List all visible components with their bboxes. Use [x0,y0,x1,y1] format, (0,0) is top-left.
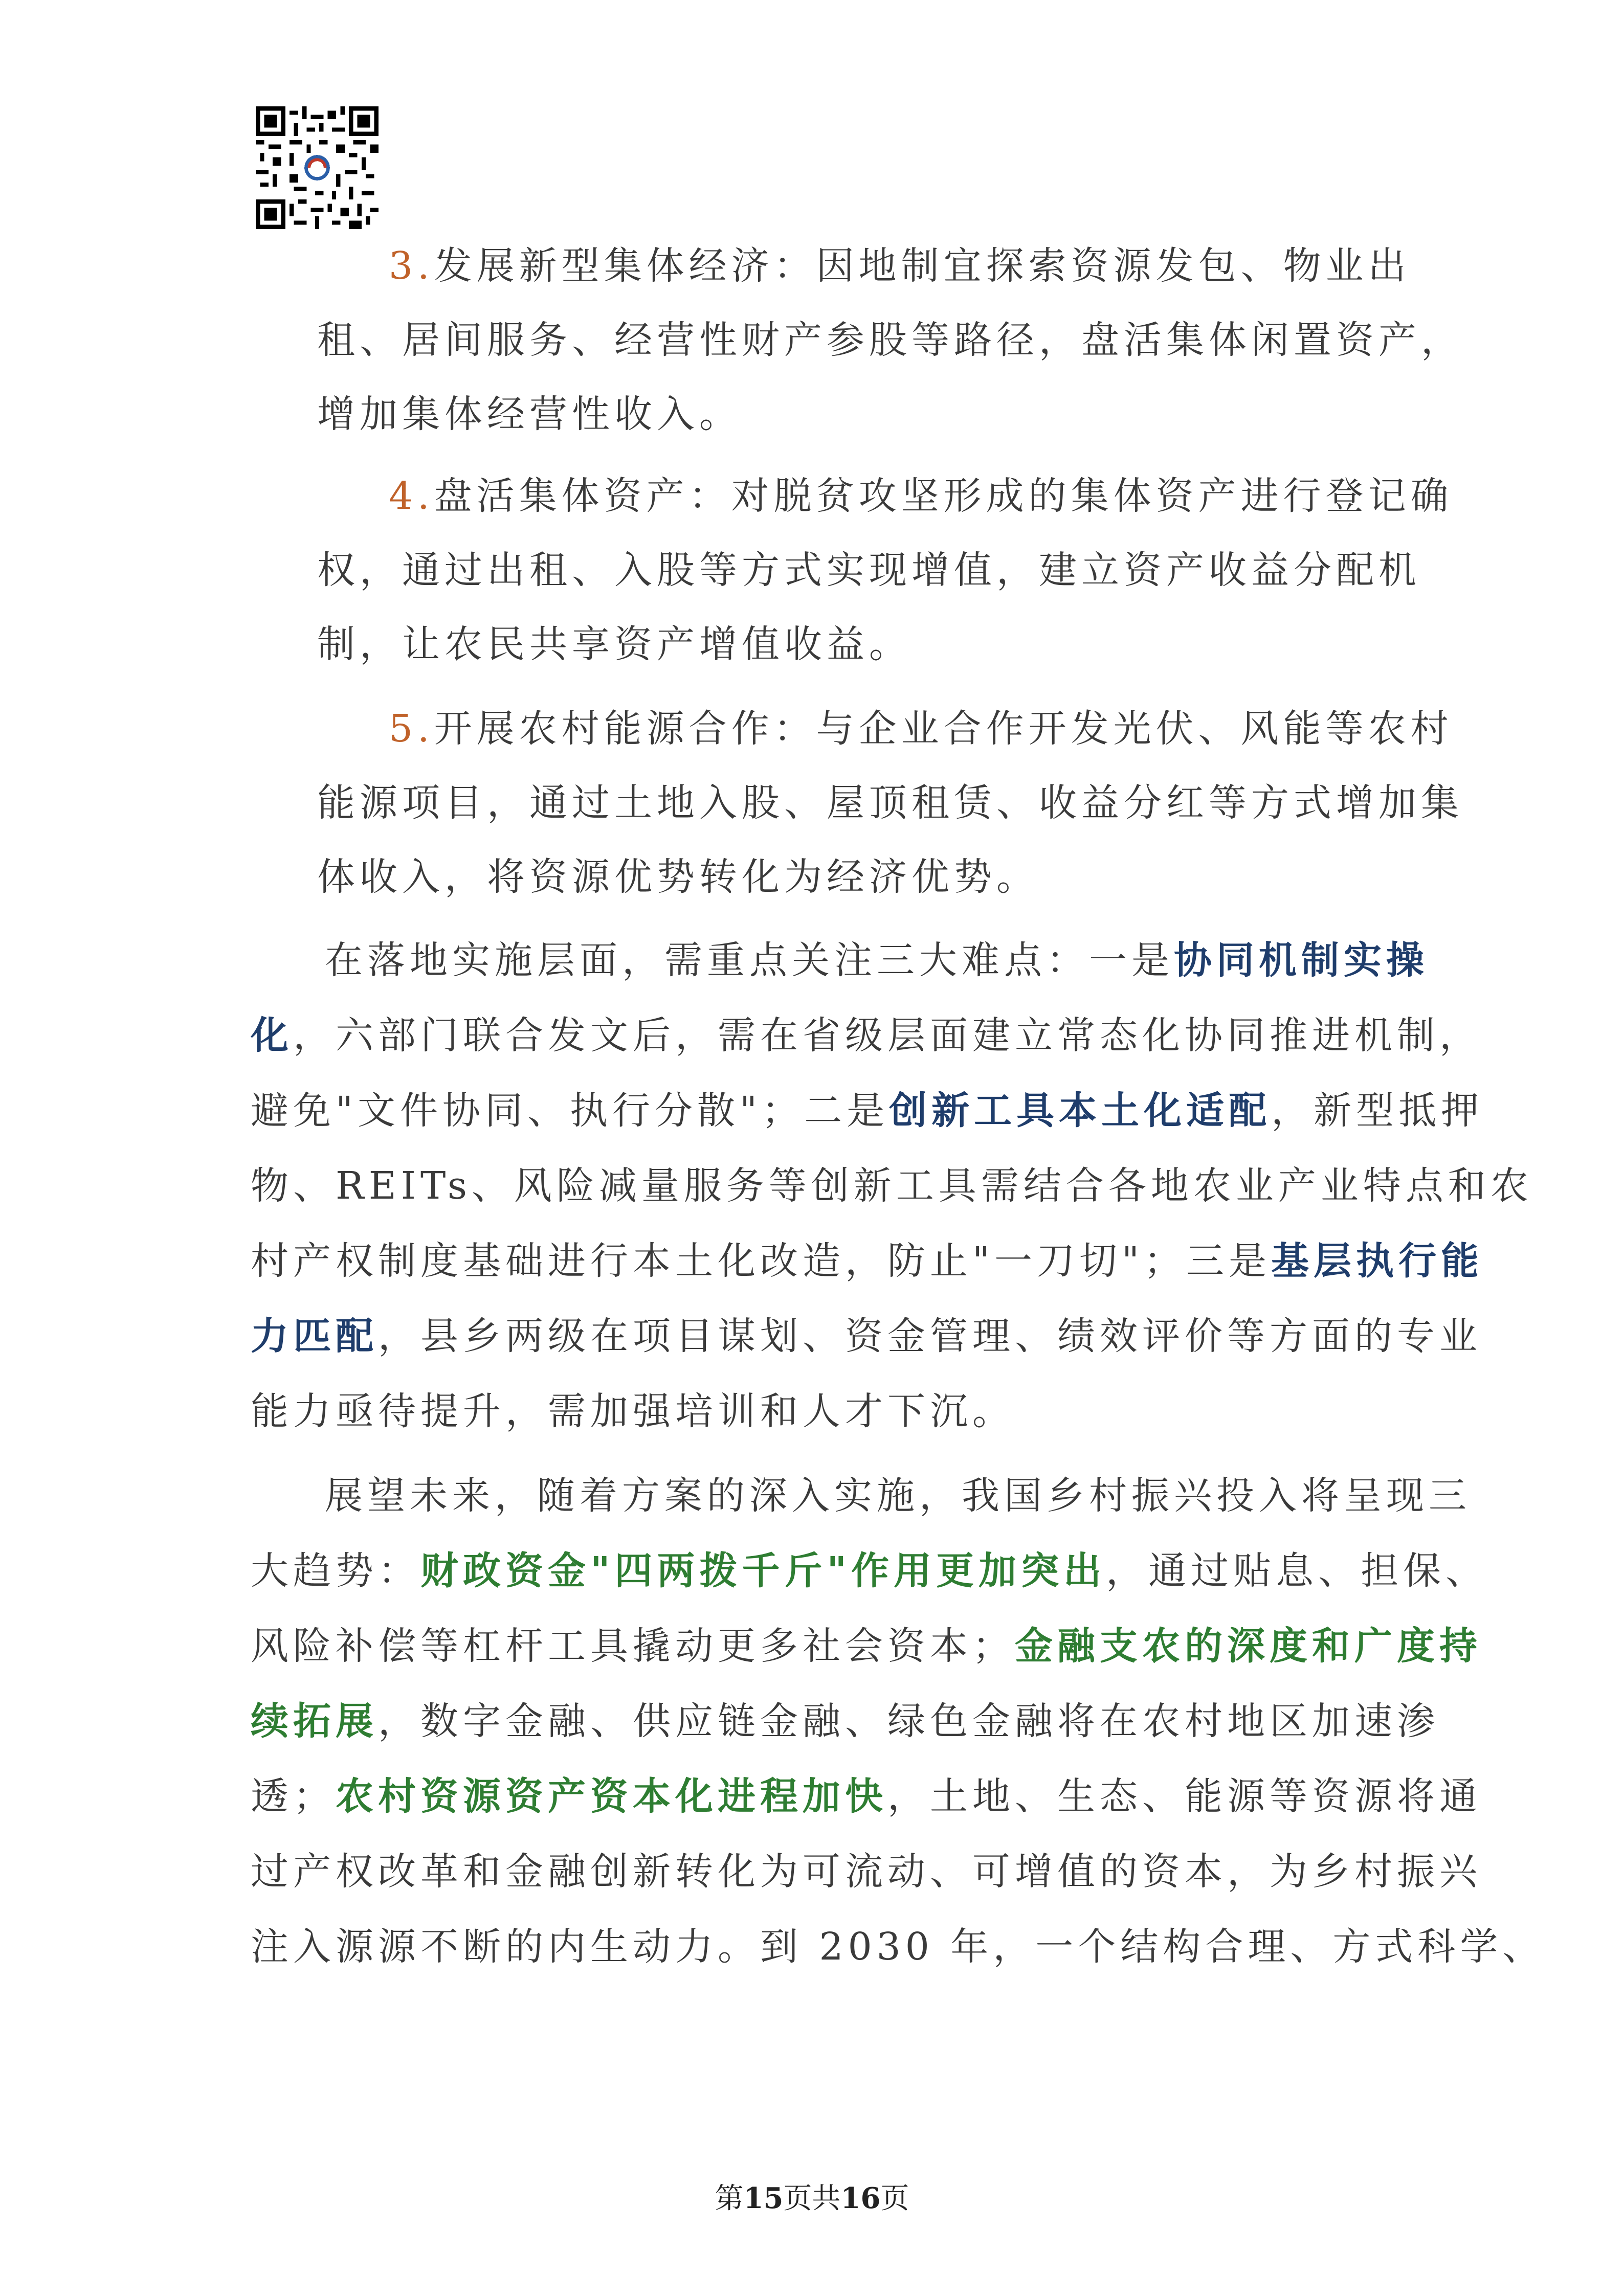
item-4-line-2: 权，通过出租、入股等方式实现增值，建立资产收益分配机 [317,548,1421,592]
item-5-number: 5. [389,707,434,751]
total-pages: 16 [840,2181,881,2215]
highlight-finance-end: 续拓展 [251,1699,378,1743]
para2-line-6: 过产权改革和金融创新转化为可流动、可增值的资本，为乡村振兴 [251,1850,1482,1894]
para2-text: ，通过贴息、担保、 [1106,1549,1488,1593]
qr-code [256,106,379,229]
qr-code-icon [256,106,379,229]
item-4-text-1: 对脱贫攻坚形成的集体资产进行登记确 [731,474,1453,518]
item-4-title: 盘活集体资产： [434,474,731,518]
para2-line-4 [251,1696,1439,1747]
para2-text: ，数字金融、供应链金融、绿色金融将在农村地区加速渗 [378,1699,1439,1743]
para1-line-6 [251,1311,1482,1362]
highlight-fiscal: 财政资金"四两拨千斤"作用更加突出 [420,1549,1106,1593]
para2-text: 风险补偿等杠杆工具撬动更多社会资本； [251,1624,1015,1668]
para1-text: ，县乡两级在项目谋划、资金管理、绩效评价等方面的专业 [378,1314,1482,1358]
highlight-capitalization: 农村资源资产资本化进程加快 [336,1774,887,1818]
item-5-line-3: 体收入，将资源优势转化为经济优势。 [317,855,1039,899]
item-4-line-1 [389,470,1453,522]
item-5-text-1: 与企业合作开发光伏、风能等农村 [816,707,1453,751]
footer-prefix: 第 [715,2182,744,2215]
item-4-number: 4. [389,474,434,518]
para1-line-1 [325,935,1429,986]
footer-middle: 页共 [783,2182,841,2215]
highlight-coordination-end: 化 [251,1014,293,1057]
item-5-line-2: 能源项目，通过土地入股、屋顶租赁、收益分红等方式增加集 [317,781,1463,825]
para2-text: 透； [251,1774,336,1818]
item-4-line-3: 制，让农民共享资产增值收益。 [317,622,911,666]
highlight-finance: 金融支农的深度和广度持 [1015,1624,1482,1668]
para2-line-7: 注入源源不断的内生动力。到 2030 年，一个结构合理、方式科学、 [251,1925,1545,1969]
item-3-line-1 [389,240,1411,291]
item-3-line-3: 增加集体经营性收入。 [317,392,742,436]
item-3-title: 发展新型集体经济： [434,244,816,288]
para1-line-7: 能力亟待提升，需加强培训和人才下沉。 [251,1389,1015,1433]
item-5-line-1 [389,703,1453,754]
para1-line-5 [251,1235,1483,1287]
highlight-capacity: 基层执行能 [1271,1239,1484,1283]
item-3-text-1: 因地制宜探索资源发包、物业出 [816,244,1411,288]
para1-line-2 [251,1010,1482,1061]
para2-text: ，土地、生态、能源等资源将通 [887,1774,1482,1818]
para1-line-3 [251,1085,1483,1136]
para2-line-3 [251,1620,1482,1672]
para1-text: ，六部门联合发文后，需在省级层面建立常态化协同推进机制， [293,1014,1482,1057]
page-number: 15 [743,2181,784,2215]
para2-text: 大趋势： [251,1549,420,1593]
para1-text: 村产权制度基础进行本土化改造，防止"一刀切"；三是 [251,1239,1272,1283]
highlight-capacity-end: 力匹配 [251,1314,378,1358]
para1-line-4: 物、REITs、风险减量服务等创新工具需结合各地农业产业特点和农 [251,1164,1533,1208]
highlight-coordination: 协同机制实操 [1174,938,1429,982]
highlight-localization: 创新工具本土化适配 [889,1089,1272,1133]
para2-line-2 [251,1545,1488,1596]
para2-line-5 [251,1771,1482,1822]
para1-text: 避免"文件协同、执行分散"；二是 [251,1089,889,1133]
footer-suffix: 页 [880,2182,909,2215]
page-footer [0,2176,1624,2217]
para1-text: ，新型抵押 [1271,1089,1484,1133]
item-3-number: 3. [389,244,434,288]
para1-text: 在落地实施层面，需重点关注三大难点：一是 [325,938,1174,982]
item-3-line-2: 租、居间服务、经营性财产参股等路径，盘活集体闲置资产， [317,318,1463,362]
item-5-title: 开展农村能源合作： [434,707,816,751]
para2-line-1: 展望未来，随着方案的深入实施，我国乡村振兴投入将呈现三 [325,1474,1471,1518]
